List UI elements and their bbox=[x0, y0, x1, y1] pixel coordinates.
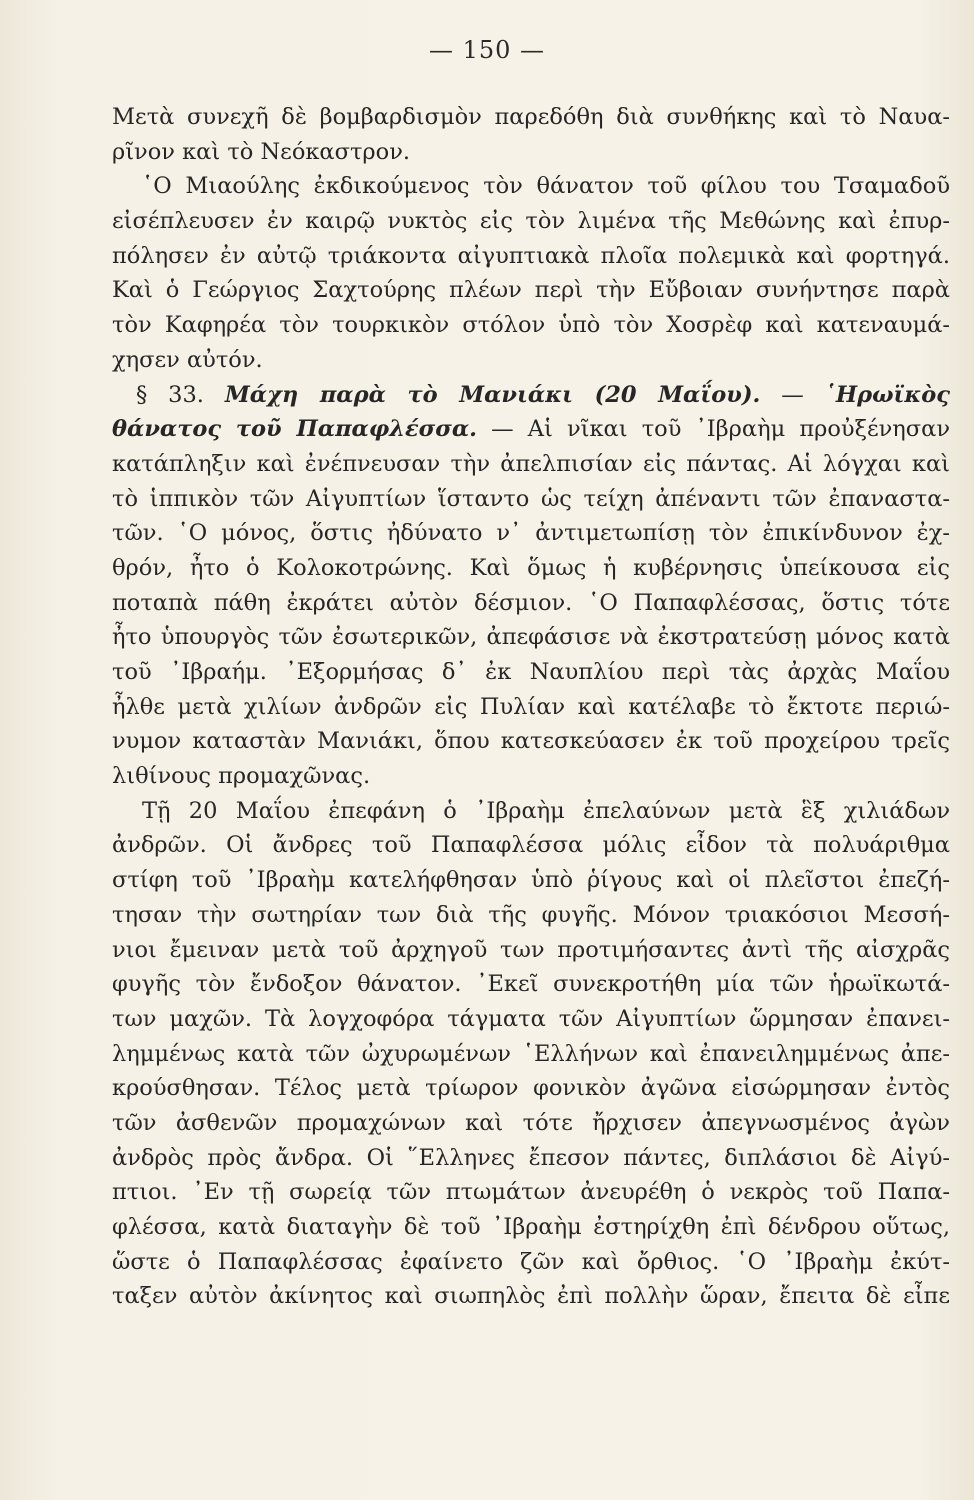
text-line: τῶν ἀσθενῶν προμαχώνων καὶ τότε ἤρχισεν ἀπεγνωσμένος ἀγὼν bbox=[112, 1109, 950, 1136]
section-dash-1: — bbox=[781, 381, 804, 408]
text-line: στίφη τοῦ ᾿Ιβραὴμ κατελήφθησαν ὑπὸ ῥίγους καὶ οἱ πλεῖστοι ἐπεζή- bbox=[112, 867, 950, 894]
text-line: κρούσθησαν. Τέλος μετὰ τρίωρον φονικὸν ἀγῶνα εἰσώρμησαν ἐντὸς bbox=[112, 1075, 950, 1102]
text-line: πτιοι. ᾿Εν τῇ σωρείᾳ τῶν πτωμάτων ἀνευρέθη ὁ νεκρὸς τοῦ Παπα- bbox=[112, 1179, 950, 1206]
text-line: πόλησεν ἐν αὐτῷ τριάκοντα αἰγυπτιακὰ πλοῖα πολεμικὰ καὶ φορτηγά. bbox=[112, 242, 950, 269]
text-line: τησαν τὴν σωτηρίαν των διὰ τῆς φυγῆς. Μόνον τριακόσιοι Μεσσή- bbox=[112, 901, 950, 928]
text-line: ποταπὰ πάθη ἐκράτει αὐτὸν δέσμιον. ῾Ο Παπαφλέσσας, ὅστις τότε bbox=[112, 589, 950, 616]
text-line: τοῦ ᾿Ιβραήμ. ᾿Εξορμήσας δ᾿ ἐκ Ναυπλίου περὶ τὰς ἀρχὰς Μαΐου bbox=[112, 659, 950, 685]
text-line: φλέσσα, κατὰ διαταγὴν δὲ τοῦ ᾿Ιβραὴμ ἐστηρίχθη ἐπὶ δένδρου οὕτως, bbox=[112, 1214, 950, 1240]
section-text-start: Αἱ νῖκαι τοῦ ᾿Ιβραὴμ προὐξένησαν bbox=[527, 416, 951, 443]
section-subtitle-part-1: ῾Ηρωϊκὸς bbox=[824, 381, 950, 408]
text-line: τὸ ἱππικὸν τῶν Αἰγυπτίων ἵσταντο ὡς τείχη ἀπέναντι τῶν ἐπαναστα- bbox=[112, 485, 950, 512]
text-line: ρῖνον καὶ τὸ Νεόκαστρον. bbox=[112, 138, 411, 165]
text-line: ῾Ο Μιαούλης ἐκδικούμενος τὸν θάνατον τοῦ φίλου του Τσαμαδοῦ bbox=[142, 173, 950, 200]
text-line: λημμένως κατὰ τῶν ὠχυρωμένων ῾Ελλήνων καὶ ἐπανειλημμένως ἀπε- bbox=[112, 1040, 950, 1067]
section-dash-2: — bbox=[491, 416, 514, 443]
text-line: ὥστε ὁ Παπαφλέσσας ἐφαίνετο ζῶν καὶ ὄρθιος. ῾Ο ᾿Ιβραὴμ ἐκύτ- bbox=[112, 1248, 950, 1275]
text-line: τὸν Καφηρέα τὸν τουρκικὸν στόλον ὑπὸ τὸν Χοσρὲφ καὶ κατεναυμά- bbox=[112, 312, 950, 339]
paragraph-block-before-section bbox=[112, 100, 950, 378]
text-line: Τῇ 20 Μαΐου ἐπεφάνη ὁ ᾿Ιβραὴμ ἐπελαύνων μετὰ ἓξ χιλιάδων bbox=[142, 797, 950, 824]
text-line: νυμον καταστὰν Μανιάκι, ὅπου κατεσκεύασεν ἐκ τοῦ προχείρου τρεῖς bbox=[112, 728, 950, 755]
text-line: ἀνδρὸς πρὸς ἄνδρα. Οἱ ῞Ελληνες ἔπεσον πάντες, διπλάσιοι δὲ Αἰγύ- bbox=[112, 1144, 950, 1171]
text-line: νιοι ἔμειναν μετὰ τοῦ ἀρχηγοῦ των προτιμήσαντες ἀντὶ τῆς αἰσχρᾶς bbox=[112, 936, 950, 963]
text-line: ταξεν αὐτὸν ἀκίνητος καὶ σιωπηλὸς ἐπὶ πολλὴν ὥραν, ἔπειτα δὲ εἶπε bbox=[112, 1283, 950, 1310]
text-line: ἦτο ὑπουργὸς τῶν ἐσωτερικῶν, ἀπεφάσισε νὰ ἐκστρατεύσῃ μόνος κατὰ bbox=[112, 624, 950, 651]
section-number: § 33. bbox=[136, 381, 204, 408]
text-line: χησεν αὐτόν. bbox=[112, 346, 263, 373]
section-heading-line-2 bbox=[112, 412, 950, 447]
section-heading-line-1 bbox=[112, 378, 950, 413]
paragraph-block-after-section bbox=[112, 447, 950, 1314]
text-line: ἀνδρῶν. Οἱ ἄνδρες τοῦ Παπαφλέσσα μόλις εἶδον τὰ πολυάριθμα bbox=[112, 832, 950, 859]
text-line: των μαχῶν. Τὰ λογχοφόρα τάγματα τῶν Αἰγυπτίων ὥρμησαν ἐπανει- bbox=[112, 1005, 950, 1032]
text-line: θρόν, ἦτο ὁ Κολοκοτρώνης. Καὶ ὅμως ἡ κυβέρνησις ὑπείκουσα εἰς bbox=[112, 554, 950, 581]
text-line: Μετὰ συνεχῆ δὲ βομβαρδισμὸν παρεδόθη διὰ συνθήκης καὶ τὸ Ναυα- bbox=[112, 104, 950, 130]
text-line: Καὶ ὁ Γεώργιος Σαχτούρης πλέων περὶ τὴν Εὔβοιαν συνήντησε παρὰ bbox=[112, 277, 950, 304]
text-line: φυγῆς τὸν ἔνδοξον θάνατον. ᾿Εκεῖ συνεκροτήθη μία τῶν ἡρωϊκωτά- bbox=[112, 971, 950, 998]
text-line: τῶν. ῾Ο μόνος, ὅστις ἠδύνατο ν᾿ ἀντιμετωπίσῃ τὸν ἐπικίνδυνον ἐχ- bbox=[112, 520, 950, 547]
section-subtitle-part-2: θάνατος τοῦ Παπαφλέσσα. bbox=[112, 416, 477, 443]
body-text bbox=[112, 100, 950, 1314]
text-line: κατάπληξιν καὶ ἐνέπνευσαν τὴν ἀπελπισίαν εἰς πάντας. Αἱ λόγχαι καὶ bbox=[112, 450, 950, 477]
text-line: ἦλθε μετὰ χιλίων ἀνδρῶν εἰς Πυλίαν καὶ κατέλαβε τὸ ἔκτοτε περιώ- bbox=[112, 693, 950, 720]
text-line: εἰσέπλευσεν ἐν καιρῷ νυκτὸς εἰς τὸν λιμένα τῆς Μεθώνης καὶ ἐπυρ- bbox=[112, 208, 950, 235]
text-line: λιθίνους προμαχῶνας. bbox=[112, 763, 371, 790]
section-title: Μάχη παρὰ τὸ Μανιάκι (20 Μαΐου). bbox=[224, 381, 761, 408]
page-number: — 150 — bbox=[428, 36, 546, 64]
